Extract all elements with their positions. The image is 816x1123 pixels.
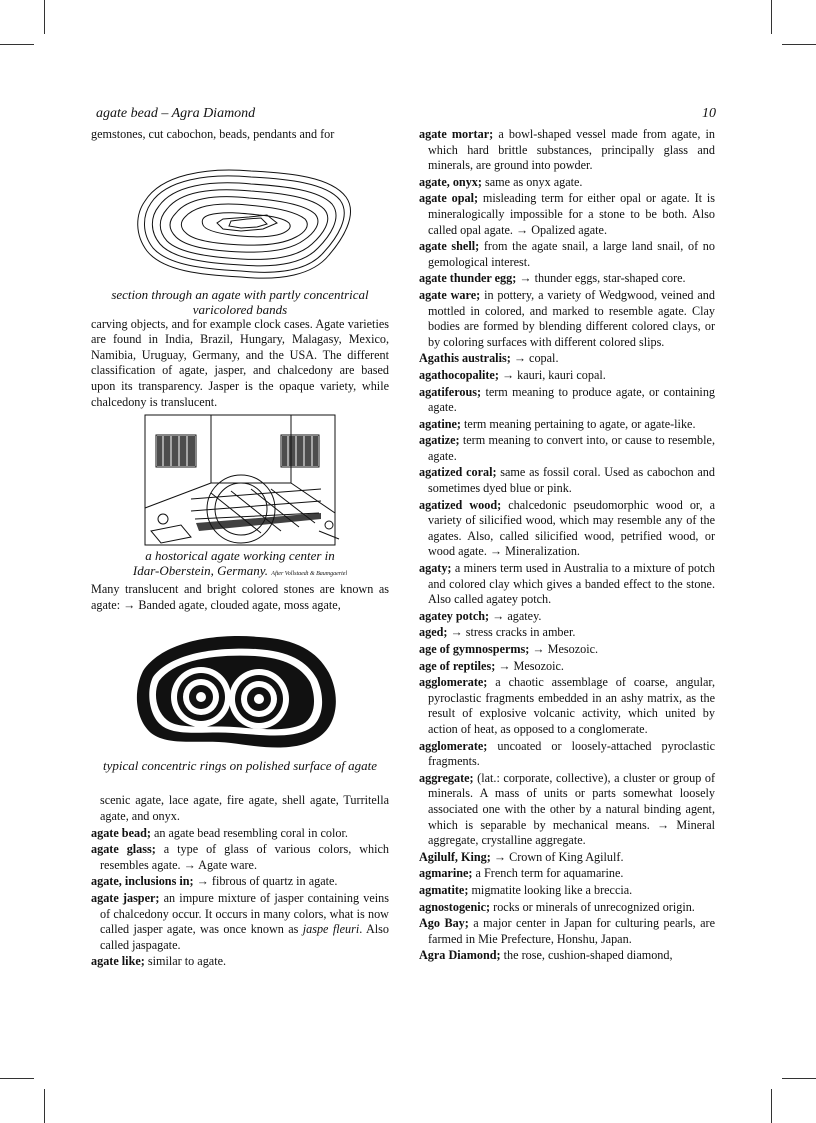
entry-term: Agilulf, King; <box>419 849 491 864</box>
body-paragraph: Many translucent and bright colored stones are known as agate: → Banded agate, clouded agate, moss agate, <box>91 582 389 612</box>
entry-term: agate like; <box>91 954 145 969</box>
entry-term: age of gymnosperms; <box>419 642 530 656</box>
entry-definition: → copal. <box>513 351 559 366</box>
dictionary-entry <box>419 625 715 641</box>
entry-definition: migmatite looking like a breccia. <box>471 882 633 897</box>
dictionary-entry <box>419 465 715 496</box>
running-title: agate bead – Agra Diamond <box>96 106 256 121</box>
entry-term: agnostogenic; <box>419 899 491 914</box>
entry-term: agate jasper; <box>91 890 160 905</box>
dictionary-entry <box>419 771 715 849</box>
entry-term: agate glass; <box>91 842 156 857</box>
entry-definition: uncoated or loosely-attached pyroclastic fragments. <box>428 738 715 769</box>
crop-mark <box>0 44 34 45</box>
entry-definition: → thunder eggs, star-shaped core. <box>519 271 686 286</box>
entry-definition: → Mesozoic. <box>532 642 599 656</box>
entry-definition: chalcedonic pseudomorphic wood or, a variety of silicified wood, which may resemble any of the agates. Also, called silicified wood, petrified wood, or wood agate. → Mineralization. <box>428 497 716 559</box>
entry-term: agate mortar; <box>419 127 494 141</box>
entry-term: Agathis australis; <box>419 351 511 366</box>
entry-term: agglomerate; <box>419 675 488 690</box>
entry-term: agatey potch; <box>419 608 490 623</box>
figure-caption-line: Idar-Oberstein, Germany. <box>132 563 269 579</box>
dictionary-entry <box>419 900 715 916</box>
dictionary-entry <box>419 609 715 625</box>
entry-definition: rocks or minerals of unrecognized origin. <box>493 899 695 914</box>
crop-mark <box>771 0 772 34</box>
entry-term: agatized coral; <box>419 465 497 480</box>
dictionary-entry <box>91 842 389 873</box>
entry-definition-tail: . Also called jaspagate. <box>100 922 389 952</box>
entry-definition: a French term for aquamarine. <box>475 866 624 881</box>
entry-definition: term meaning to produce agate, or containing agate. <box>428 384 716 415</box>
entry-definition: an agate bead resembling coral in color. <box>153 825 348 840</box>
dictionary-entry <box>419 866 715 882</box>
dictionary-entry <box>419 271 715 287</box>
crop-mark <box>0 1078 34 1079</box>
dictionary-entry <box>91 826 389 842</box>
dictionary-entry <box>419 417 715 433</box>
entry-definition: an impure mixture of jasper containing veins of chalcedony occur. It occurs in many colors, what is now called jasper agate, was once known as <box>100 890 389 937</box>
entry-definition: a major center in Japan for culturing pearls, are farmed in Mie Prefecture, Honshu, Japan. <box>428 916 716 946</box>
figure-caption-agate-section: section through an agate with partly concentrical varicolored bands <box>111 286 369 317</box>
entry-definition: misleading term for either opal or agate. It is mineralogically impossible for a stone to be both. Also called opal agate. → Opalized agate. <box>428 191 715 237</box>
figure-caption-workshop <box>91 548 389 582</box>
crop-mark <box>782 1078 816 1079</box>
entry-term: Ago Bay; <box>419 916 469 931</box>
entry-definition: in pottery, a variety of Wedgwood, veined and mottled in colored, and marked to resemble agate. Clay bodies are formed by blending different colored clays, or by coloring surfaces with different colored slips. <box>428 287 715 349</box>
entry-term: agatiferous; <box>419 384 482 399</box>
dictionary-entry <box>419 385 715 416</box>
dictionary-entry <box>91 954 389 970</box>
entry-definition: (lat.: corporate, collective), a cluster or group of minerals. A mass of units or parts somewhat loosely associated one with the other by a natural binding agent, which is separable by mechanical means. → Mineral aggregate, crystalline aggregate. <box>428 770 716 848</box>
entry-definition: → agatey. <box>492 608 542 623</box>
dictionary-entry <box>419 239 715 270</box>
entry-term: agaty; <box>419 561 452 576</box>
entry-definition: a bowl-shaped vessel made from agate, in which hard brittle substances, principally glass and minerals, are ground into powder. <box>428 127 715 173</box>
entry-definition: term meaning to convert into, or cause to resemble, agate. <box>428 433 715 463</box>
entry-term: agate, onyx; <box>419 174 482 189</box>
agate-workshop-figure <box>91 413 389 548</box>
dictionary-entry <box>419 191 715 238</box>
crop-mark <box>771 1089 772 1123</box>
entry-definition: a miners term used in Australia to a mixture of potch and colored clay which gives a banded effect to the stone. Also called agatey potch. <box>428 561 715 607</box>
entry-term: agate opal; <box>419 191 479 206</box>
dictionary-entry <box>419 288 715 350</box>
agate-section-figure <box>91 153 389 283</box>
entry-definition: a type of glass of various colors, which resembles agate. → Agate ware. <box>100 842 389 872</box>
entry-definition: a chaotic assemblage of coarse, angular, pyroclastic fragments embedded in an ashy matrix, as the result of explosive volcanic activity, which united by action of heat, as opposed to a conglomerate. <box>428 675 715 736</box>
right-column <box>419 127 715 965</box>
entry-definition: similar to agate. <box>147 954 227 969</box>
entry-definition: same as fossil coral. Used as cabochon and sometimes dyed blue or pink. <box>428 465 715 496</box>
entry-term: agate, inclusions in; <box>91 874 194 889</box>
figure-caption-line: a hostorical agate working center in <box>145 548 335 564</box>
figure-credit: After Vollstaedt & Baumgaertel <box>271 571 348 578</box>
entry-definition: term meaning pertaining to agate, or agate-like. <box>464 416 696 431</box>
entry-definition: from the agate snail, a large land snail, of no gemological interest. <box>428 239 715 269</box>
entry-definition: → kauri, kauri copal. <box>501 367 606 382</box>
running-header <box>96 106 716 124</box>
dictionary-entry <box>419 561 715 608</box>
figure-caption-rings: typical concentric rings on polished surface of agate <box>102 758 378 774</box>
entry-term: agate ware; <box>419 287 481 302</box>
entry-term: Agra Diamond; <box>419 948 501 963</box>
entry-definition: same as onyx agate. <box>485 174 583 189</box>
entry-term: aggregate; <box>419 770 474 785</box>
dictionary-entry <box>419 498 715 560</box>
dictionary-entry <box>419 175 715 191</box>
dictionary-entry <box>419 883 715 899</box>
left-column <box>91 127 389 971</box>
dictionary-entry <box>419 675 715 737</box>
agate-rings-figure <box>91 629 389 754</box>
entry-term: agatize; <box>419 433 460 448</box>
crop-mark <box>44 1089 45 1123</box>
page-number: 10 <box>702 106 716 121</box>
dictionary-entry <box>91 891 389 953</box>
dictionary-entry <box>419 433 715 464</box>
entry-term: agglomerate; <box>419 738 488 753</box>
entry-term: agatine; <box>419 416 461 431</box>
body-paragraph: scenic agate, lace agate, fire agate, shell agate, Turritella agate, and onyx. <box>100 793 389 823</box>
entry-definition: → Mesozoic. <box>498 658 564 673</box>
body-paragraph: carving objects, and for example clock cases. Agate varieties are found in India, Brazil, Hungary, Malagasy, Mexico, Namibia, Uruguay, Germany, and the USA. The different classification of agate, jasper, and chalcedony are based upon its transparency. Jasper is the opaque variety, while chalcedony is translucent. <box>91 316 389 409</box>
entry-term: agate bead; <box>91 825 151 840</box>
entry-term: agate shell; <box>419 239 480 254</box>
entry-term: agathocopalite; <box>419 367 499 382</box>
dictionary-entry <box>419 916 715 947</box>
dictionary-entry <box>419 642 715 658</box>
crop-mark <box>782 44 816 45</box>
entry-term: age of reptiles; <box>419 658 496 673</box>
dictionary-entry <box>91 874 389 890</box>
entry-term: agmatite; <box>419 882 469 897</box>
dictionary-entry <box>419 351 715 367</box>
entry-definition: → fibrous of quartz in agate. <box>196 874 338 889</box>
dictionary-entry <box>419 368 715 384</box>
dictionary-entry <box>419 948 715 964</box>
dictionary-entry <box>419 850 715 866</box>
entry-definition: → stress cracks in amber. <box>450 625 576 640</box>
crop-mark <box>44 0 45 34</box>
dictionary-entry <box>419 739 715 770</box>
entry-term: agmarine; <box>419 866 473 881</box>
entry-term: agate thunder egg; <box>419 271 517 286</box>
dictionary-entry <box>419 127 715 174</box>
entry-definition: the rose, cushion-shaped diamond, <box>503 948 673 963</box>
entry-term: aged; <box>419 625 448 640</box>
intro-text: gemstones, cut cabochon, beads, pendants and for <box>91 127 335 141</box>
entry-term: agatized wood; <box>419 497 502 512</box>
dictionary-entry <box>419 659 715 675</box>
entry-definition: → Crown of King Agilulf. <box>493 849 624 864</box>
entry-definition-italic: jaspe fleuri <box>302 922 360 937</box>
